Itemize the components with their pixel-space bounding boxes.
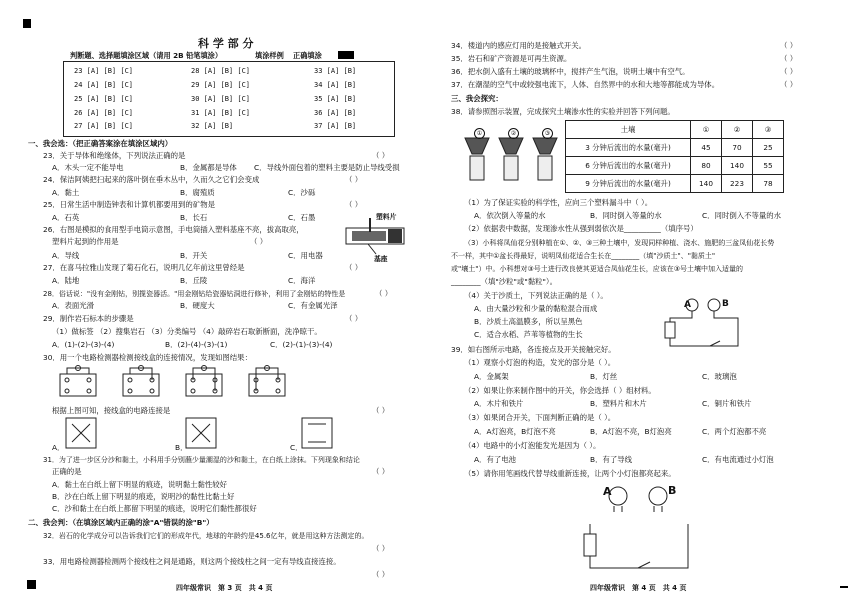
answer-area-header: 判断题、选择题填涂区域（请用 2B 铅笔填涂） [70,51,223,60]
table-row [566,175,784,193]
answer-paren: （ ） [372,570,390,579]
question-30: 30．用一个电路检测器检测接线盒的连接情况，发现如图结果： [43,353,252,362]
answer-cell[interactable]: 34 [A] [B] [314,81,357,89]
option: C．沙砾 [288,188,316,197]
question-38: 38．请参照图示装置，完成探究土壤渗水性的实验并回答下列问题。 [451,107,675,116]
answer-cell[interactable]: 36 [A] [B] [314,109,357,117]
option: C．导线外面包着的塑料主要是防止导线受损 [254,163,400,172]
question-38-3-cont: 或"壤土"）中。小科想对③号土进行改良使其更适合凤仙花生长，应该在③号土壤中加入适量的 [451,265,743,273]
question-30-cont: 根据上图可知，接线盒的电路连接是 [52,406,171,415]
answer-paren: （ ） [250,237,268,246]
option: A．由大量沙粒和少量的黏粒混合而成 [474,304,598,313]
option: A．黏土 [52,188,80,197]
correct-label: 正确填涂 [293,51,322,60]
page-footer: 四年级常识 第 4 页 共 4 页 [590,584,687,592]
question-39-1: （1）观察小灯泡的构造，发光的部分是（ ）。 [464,358,616,367]
answer-cell[interactable]: 27 [A] [B] [C] [74,122,134,130]
option: C． [290,443,303,452]
section-heading: 二、我会判：（在填涂区域内正确的涂"A"错误的涂"B"） [28,518,214,527]
option: C．铜片和铁片 [702,399,752,408]
option: C．用电器 [288,251,323,260]
option: C．石墨 [288,213,316,222]
question-26: 26．右图是模拟的食用型手电筒示意图，手电筒插入塑料基座不亮，拔高取亮， [43,225,304,234]
answer-paren: （ ） [345,263,363,272]
right-page [440,0,860,609]
answer-paren: （ ） [780,54,798,63]
bulb-a-label: A [684,300,691,310]
answer-cell[interactable]: 23 [A] [B] [C] [74,67,134,75]
table-header: ③ [753,121,784,139]
option: B．硬度大 [180,301,215,310]
question-32: 32．岩石的化学成分可以告诉我们它们的形成年代，地球的年龄约是45.6亿年，就是用这种方法测定的。 [43,532,369,540]
option: B．A灯泡不亮，B灯泡亮 [590,427,672,436]
bulb-a-label: A [603,485,612,498]
question-38-2: （2）依据表中数据，发现渗水性从强到弱依次是__________（填序号） [464,224,698,233]
option: C．有金属光泽 [288,301,338,310]
table-cell: 78 [753,175,784,193]
answer-paren: （ ） [345,314,363,323]
question-31-cont: 正确的是 [52,467,82,476]
section-heading: 三、我会探究： [451,94,503,103]
base-label: 基座 [374,255,388,263]
option: A．木头一定不能导电 [52,163,124,172]
question-35: 35．岩石和矿产资源是可再生资源。 [451,54,572,63]
question-38-3-cont: ________（填"沙粒"或"黏粒"）。 [451,277,557,286]
question-34: 34．楼道内的感应灯用的是接触式开关。 [451,41,587,50]
question-39: 39．如右图所示电路，各连接点及开关接触完好。 [451,345,616,354]
table-cell: 3 分钟后流出的水量(毫升) [566,139,691,157]
answer-cell[interactable]: 32 [A] [B] [191,122,234,130]
table-header: ① [691,121,722,139]
option: B．灯丝 [590,372,618,381]
option: C．同时倒入不等量的水 [702,211,782,220]
option: B．沙质土高温膜多，所以呈黑色 [474,317,583,326]
table-row [566,139,784,157]
answer-grid [63,61,395,137]
table-cell: 9 分钟后流出的水量(毫升) [566,175,691,193]
option: C．(2)-(1)-(3)-(4) [270,340,333,349]
answer-cell[interactable]: 30 [A] [B] [C] [191,95,251,103]
question-24: 24．保洁阿姨把扫起来的落叶倒在垂木丛中，久而久之它们会变成 [43,175,260,184]
answer-cell[interactable]: 25 [A] [B] [C] [74,95,134,103]
table-cell: 223 [722,175,753,193]
option: A．石英 [52,213,80,222]
answer-paren: （ ） [372,544,390,553]
option: C．玻璃泡 [702,372,737,381]
answer-cell[interactable]: 28 [A] [B] [C] [191,67,251,75]
funnel-label: ① [474,128,485,139]
table-cell: 6 分钟后流出的水量(毫升) [566,157,691,175]
option: B．腐殖质 [180,188,215,197]
option: A．A灯泡亮，B灯泡不亮 [474,427,556,436]
registration-mark [23,19,31,28]
answer-paren: （ ） [780,80,798,89]
option: C．两个灯泡都不亮 [702,427,767,436]
circuit-figure [662,296,742,352]
option: A．表面光滑 [52,301,95,310]
section-heading: 一、我会选：（把正确答案涂在填涂区域内） [28,139,173,148]
question-26-cont: 塑料片起到的作用是 [52,237,119,246]
funnel-label: ③ [542,128,553,139]
funnel-label: ② [508,128,519,139]
answer-cell[interactable]: 33 [A] [B] [314,67,357,75]
option: B．(2)-(4)-(3)-(1) [165,340,228,349]
option: A．陆地 [52,276,80,285]
option: B．丘陵 [180,276,208,285]
table-cell: 140 [722,157,753,175]
question-29-steps: （1）做标签 （2）搜集岩石 （3）分类编号 （4）敲碎岩石取新断面，洗净晾干。 [52,327,322,336]
table-header: 土壤 [566,121,691,139]
question-38-3: （3）小科将凤仙花分别种植在①、②、③三种土壤中，发现同样种植、浇水、施肥的三盆凤仙花长势 [464,239,775,247]
registration-mark [27,580,36,589]
answer-cell[interactable]: 26 [A] [B] [C] [74,109,134,117]
bulb-b-label: B [668,484,677,497]
option: B．塑料片和木片 [590,399,647,408]
table-cell: 45 [691,139,722,157]
question-37: 37．在潮湿的空气中或较强电流下，人体、自然界中的水和大地等都能成为导体。 [451,80,720,89]
option: A．黏土在白纸上留下明显的痕迹，说明黏土黏性较好 [52,480,228,489]
question-33: 33．用电路检测器检测两个接线柱之间是通路，则这两个接线柱之间一定有导线直接连接。 [43,557,341,566]
answer-paren: （ ） [372,467,390,476]
question-39-4: （4）电路中的小灯泡能发光是因为（ ）。 [464,441,601,450]
connection-options-figure [66,416,336,452]
question-38-1: （1）为了保证实验的科学性，应向三个塑料漏斗中（ ）。 [464,198,653,207]
question-39-2: （2）如果让你来制作图中的开关，你会选择（ ）组材料。 [464,386,656,395]
answer-cell[interactable]: 29 [A] [B] [C] [191,81,251,89]
filled-sample-mark [338,51,354,59]
question-28: 28．俗话说："没有金刚钻，别揽瓷器活。"用金刚钻给瓷器钻洞进行修补，利用了金刚钻的特性是 [43,290,346,298]
answer-paren: （ ） [345,200,363,209]
option: A．导线 [52,251,80,260]
question-39-3: （3）如果闭合开关，下面判断正确的是（ ）。 [464,413,616,422]
answer-paren: （ ） [345,175,363,184]
answer-paren: （ ） [780,67,798,76]
answer-paren: （ ） [372,151,390,160]
question-39-5: （5）请你用笔画线代替导线重新连接，让两个小灯泡都亮起来。 [464,469,676,478]
detector-results-figure [58,366,288,402]
option: A．依次倒入等量的水 [474,211,546,220]
option: A．有了电池 [474,455,517,464]
question-36: 36．把水倒入盛有土壤的玻璃杯中，搅拌产生气泡，说明土壤中有空气。 [451,67,690,76]
option: A．金属架 [474,372,509,381]
question-38-3-cont: 不一样，其中①盆长得最好，说明凤仙花适合生长在________（填"沙质土"、"黏质土" [451,252,716,260]
answer-paren: （ ） [780,41,798,50]
table-cell: 70 [722,139,753,157]
question-31: 31．为了进一步区分沙和黏土，小科用手分别蘸少量潮湿的沙和黏土，在白纸上涂抹。下列现象和结论 [43,456,360,464]
question-25: 25．日常生活中制造钟表和计算机都要用到的矿物是 [43,200,216,209]
option: A．木片和铁片 [474,399,524,408]
option: B．沙在白纸上留下明显的痕迹，说明沙的黏性比黏土好 [52,492,235,501]
table-row [566,157,784,175]
answer-paren: （ ） [372,406,390,415]
registration-mark [840,586,848,588]
answer-paren: （ ） [375,289,393,298]
question-38-4: （4）关于沙质土，下列说法正确的是（ ）。 [464,291,608,300]
option: C．有电流通过小灯泡 [702,455,774,464]
option: C．海洋 [288,276,316,285]
circuit-redraw-figure[interactable] [570,484,700,576]
table-cell: 55 [753,157,784,175]
option: B．开关 [180,251,208,260]
option: A．(1)-(2)-(3)-(4) [52,340,115,349]
table-cell: 80 [691,157,722,175]
table-header-row [566,121,784,139]
question-23: 23．关于导体和绝缘体，下列说法正确的是 [43,151,186,160]
question-27: 27．在喜马拉雅山发现了菊石化石，说明几亿年前这里曾经是 [43,263,245,272]
option: B．长石 [180,213,208,222]
question-29: 29．制作岩石标本的步骤是 [43,314,134,323]
table-header: ② [722,121,753,139]
page-footer: 四年级常识 第 3 页 共 4 页 [176,584,273,592]
option: A． [52,443,65,452]
answer-cell[interactable]: 31 [A] [B] [C] [191,109,251,117]
table-cell: 140 [691,175,722,193]
plastic-piece-label: 塑料片 [376,213,397,221]
answer-cell[interactable]: 37 [A] [B] [314,122,357,130]
bulb-b-label: B [722,299,729,309]
option: B．金属都是导体 [180,163,237,172]
option: B．同时倒入等量的水 [590,211,662,220]
answer-cell[interactable]: 24 [A] [B] [C] [74,81,134,89]
answer-cell[interactable]: 35 [A] [B] [314,95,357,103]
table-cell: 25 [753,139,784,157]
option: B．有了导线 [590,455,633,464]
section-title: 科 学 部 分 [198,37,254,50]
option: C．适合水稻、芦苇等植物的生长 [474,330,583,339]
sample-label: 填涂样例 [255,51,284,60]
option: B． [175,443,188,452]
option: C．沙和黏土在白纸上都留下明显的痕迹，说明它们黏性都很好 [52,504,257,513]
soil-data-table [565,120,784,193]
